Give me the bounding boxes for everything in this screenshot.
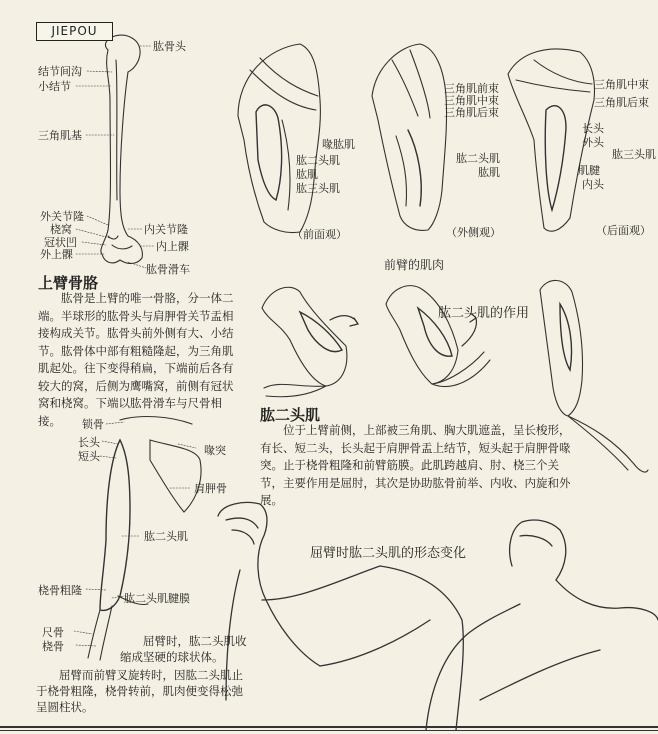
label-back-triceps: 肱三头肌 [612, 148, 656, 161]
label-scapula: 肩胛骨 [194, 482, 227, 495]
label-sc-long-head: 长头 [78, 436, 100, 449]
label-medial-epicondyle: 内上髁 [156, 240, 189, 253]
label-clavicle: 锁骨 [82, 418, 104, 431]
label-lateral-epicondyle: 外上髁 [40, 248, 73, 261]
label-humeral-head: 肱骨头 [153, 40, 186, 53]
humerus-drawing [101, 35, 142, 263]
label-radial-tuberosity: 桡骨粗隆 [38, 584, 82, 597]
upper-arm-bone-title: 上臂骨胳 [38, 274, 99, 292]
label-back-posterior-deltoid: 三角肌后束 [594, 96, 649, 109]
bottom-rule-thin [0, 730, 658, 731]
label-sc-short-head: 短头 [78, 450, 100, 463]
label-anterior-deltoid: 三角肌前束 [444, 82, 499, 95]
label-lateral-ridge: 外关节隆 [40, 210, 84, 223]
brand-logo: JIEPOU [36, 22, 113, 41]
upper-arm-bone-text: 肱骨是上臂的唯一骨胳，分一体二端。半球形的肱骨头与肩胛骨关节盂相接构成关节。肱骨头前外侧有大、小结节。肱骨体中部有粗糙隆起，为三角肌肌起处。往下变得稍扁，下端前后各有较大的窝，后侧为鹰嘴窝，前侧有冠状窝和桡窝。下端以肱骨滑车与尺骨相接。 [38, 291, 234, 428]
label-side-biceps: 肱二头肌 [456, 152, 500, 165]
side-view-drawing [372, 44, 447, 230]
note-rotated: 屈臂而前臂叉旋转时，因肱二头肌止于桡骨粗隆，桡骨转前，肌肉便变得松弛呈圆柱状。 [36, 668, 243, 714]
caption-flex-change: 屈臂时肱二头肌的形态变化 [310, 546, 467, 561]
label-aponeurosis: 肱二头肌腱膜 [124, 592, 190, 605]
label-medial-ridge: 内关节隆 [144, 223, 188, 236]
front-view-drawing [238, 44, 320, 233]
label-coronoid-fossa: 冠状凹 [44, 236, 77, 249]
biceps-title: 肱二头肌 [260, 406, 321, 424]
label-front-triceps: 肱三头肌 [296, 182, 340, 195]
flexed-arm-left-drawing [218, 503, 463, 731]
label-lateral-head: 外头 [582, 136, 604, 149]
bottom-rule [0, 726, 658, 728]
label-front-biceps: 肱二头肌 [296, 154, 340, 167]
caption-back-view: （后面观） [596, 224, 651, 237]
label-side-brachialis: 肱肌 [478, 166, 500, 179]
label-sc-biceps: 肱二头肌 [144, 530, 188, 543]
label-radius: 桡骨 [42, 640, 64, 653]
label-back-middle-deltoid: 三角肌中束 [594, 78, 649, 91]
caption-front-view: （前面观） [292, 228, 347, 241]
label-medial-head: 内头 [582, 178, 604, 191]
label-long-head: 长头 [582, 122, 604, 135]
caption-side-view: （外侧观） [446, 226, 501, 239]
label-tendon: 肌腱 [578, 164, 600, 177]
label-posterior-deltoid: 三角肌后束 [444, 106, 499, 119]
label-coracoid: 喙突 [204, 444, 226, 457]
biceps-text: 位于上臂前侧，上部被三角肌、胸大肌遮盖，呈长梭形，有长、短二头，长头起于肩胛骨盂上结节，短头起于肩胛骨喙突。止于桡骨粗隆和前臂筋膜。此肌跨越肩、肘、桡三个关节，主要作用是屈肘，其次是协助肱骨前举、内收、内旋和外展。 [260, 423, 571, 507]
label-ulna: 尺骨 [42, 626, 64, 639]
label-middle-deltoid: 三角肌中束 [444, 94, 499, 107]
label-front-brachialis: 肱肌 [296, 168, 318, 181]
label-intertubercular-groove: 结节间沟 [38, 65, 82, 78]
label-radial-fossa: 桡窝 [50, 223, 72, 236]
label-trochlea: 肱骨滑车 [146, 263, 190, 276]
caption-biceps-function: 肱二头肌的作用 [438, 306, 530, 321]
label-coracobrachialis: 喙肱肌 [322, 138, 355, 151]
label-lesser-tubercle: 小结节 [38, 80, 71, 93]
note-flexed: 屈臂时，肱二头肌收缩成坚硬的球状体。 [120, 634, 247, 664]
label-deltoid-tuberosity: 三角肌基 [38, 129, 82, 142]
caption-muscles: 前臂的肌肉 [384, 258, 445, 272]
